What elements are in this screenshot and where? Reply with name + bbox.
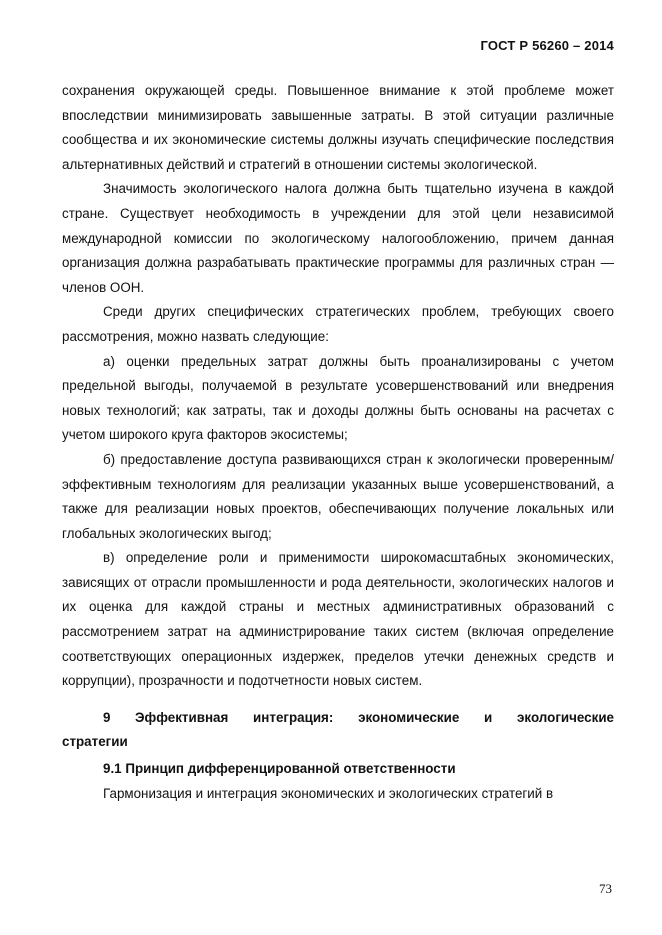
list-item-b: б) предоставление доступа развивающихся стран к экологически проверенным/эффективным технологиям для реализации указанных выше усовершенствований, а также для реализации новых проектов, обеспечивающих получение локальных или глобальных экологических выгод; <box>62 451 614 541</box>
document-header: ГОСТ Р 56260 – 2014 <box>480 38 614 53</box>
paragraph-harmonization: Гармонизация и интеграция экономических и экологических стратегий в <box>103 785 554 801</box>
section-9-title: Эффективная интеграция: экономические и экологические стратегии <box>62 709 614 750</box>
document-body <box>62 79 614 806</box>
list-item-a: а) оценки предельных затрат должны быть проанализированы с учетом предельной выгоды, получаемой в результате усовершенствований или внедрения новых технологий; как затраты, так и доходы должны быть основаны на расчетах с учетом широкого круга факторов экосистемы; <box>62 353 614 443</box>
section-9-number: 9 <box>103 709 111 725</box>
section-9-heading <box>62 706 614 755</box>
list-item-c: в) определение роли и применимости широкомасштабных экономических, зависящих от отрасли промышленности и рода деятельности, экологических налогов и их оценка для каждой страны и местных административных образований с рассмотрением затрат на администрирование таких систем (включая определение соответствующих операционных издержек, пределов утечки денежных средств и коррупции), прозрачности и подотчетности новых систем. <box>62 550 614 689</box>
page-number: 73 <box>599 881 612 896</box>
paragraph-strategic-problems: Среди других специфических стратегических проблем, требующих своего рассмотрения, можно назвать следующие: <box>62 304 614 344</box>
paragraph-continuation: сохранения окружающей среды. Повышенное внимание к этой проблеме может впоследствии минимизировать завышенные затраты. В этой ситуации различные сообщества и их экономические системы должны изучать специфические последствия альтернативных действий и стратегий в отношении системы экологической. <box>62 83 614 172</box>
paragraph-eco-tax: Значимость экологического налога должна быть тщательно изучена в каждой стране. Существует необходимость в учреждении для этой цели независимой международной комиссии по экологическому налогообложению, причем данная организация должна разрабатывать практические программы для различных стран — членов ООН. <box>62 181 614 295</box>
section-9-1-heading: 9.1 Принцип дифференцированной ответственности <box>103 761 456 777</box>
